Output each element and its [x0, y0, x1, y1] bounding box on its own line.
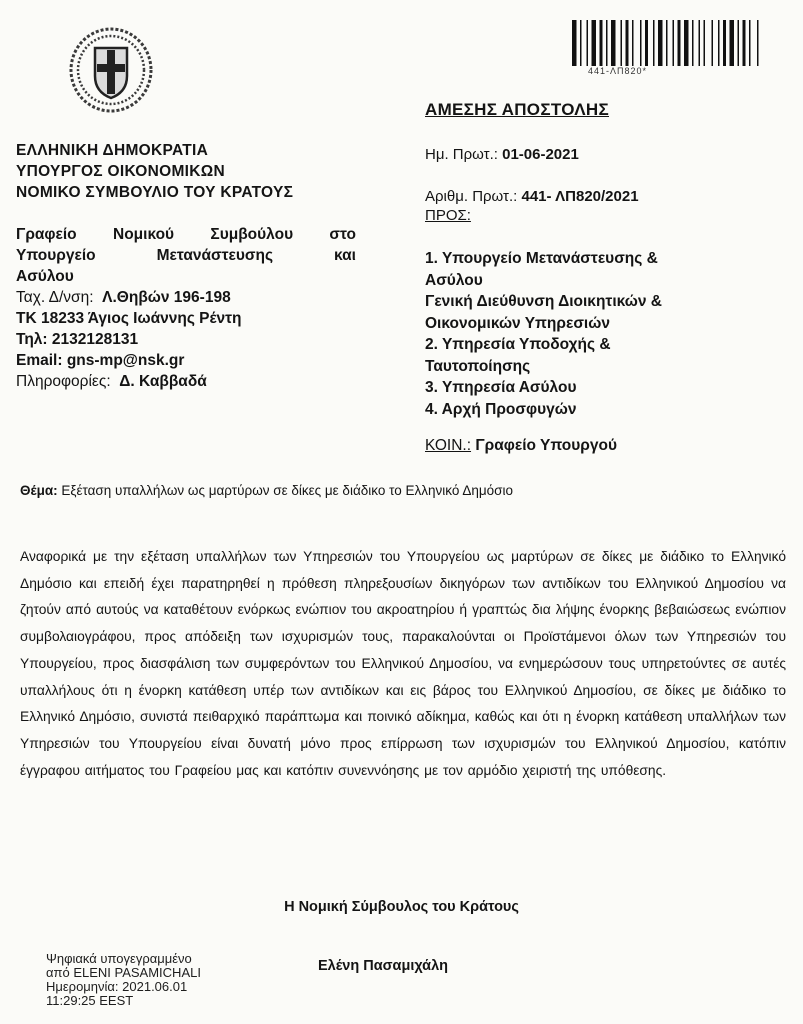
office-phone: Τηλ: 2132128131 — [16, 331, 139, 348]
protocol-number — [425, 188, 639, 205]
recipient-line: Ασύλου — [425, 271, 483, 289]
digital-signature-line: από ELENI PASAMICHALI — [46, 965, 201, 980]
cc-value: Γραφείο Υπουργού — [475, 437, 617, 454]
recipient-line: 2. Υπηρεσία Υποδοχής & — [425, 336, 611, 353]
digital-signature-line: Ημερομηνία: 2021.06.01 — [46, 979, 188, 994]
digital-signature-line: Ψηφιακά υπογεγραμμένο — [46, 951, 192, 966]
protocol-date-label: Ημ. Πρωτ.: — [425, 146, 498, 163]
digital-signature-stamp — [46, 952, 201, 1008]
cc-label: ΚΟΙΝ.: — [425, 437, 472, 454]
protocol-number-value: 441- ΛΠ820/2021 — [521, 188, 639, 205]
protocol-number-label: Αριθμ. Πρωτ.: — [425, 188, 518, 205]
recipient-line: 4. Αρχή Προσφυγών — [425, 400, 577, 418]
protocol-date — [425, 146, 579, 163]
digital-signature-line: 11:29:25 EEST — [46, 993, 134, 1008]
to-label: ΠΡΟΣ: — [425, 207, 471, 224]
signature-name: Ελένη Πασαμιχάλη — [318, 958, 449, 974]
org-line: ΕΛΛΗΝΙΚΗ ΔΗΜΟΚΡΑΤΙΑ — [16, 142, 209, 159]
urgent-dispatch-label: ΑΜΕΣΗΣ ΑΠΟΣΤΟΛΗΣ — [425, 100, 609, 119]
info-label: Πληροφορίες: — [16, 373, 111, 390]
organization-header — [16, 140, 293, 203]
address-label: Ταχ. Δ/νση: — [16, 289, 94, 306]
body-paragraph: Αναφορικά με την εξέταση υπαλλήλων των Υπηρεσιών του Υπουργείου ως μαρτύρων σε δίκες με διάδικο το Ελληνικό Δημόσιο και επειδή έχει παρατηρηθεί η πρόθεση πληρεξουσίων δικηγόρων των αντιδίκων του Ελληνικού Δημοσίου να ζητούν από αυτούς να καταθέτουν ενόρκως ενώπιον του ακροατηρίου ή γραπτώς δια λήψης ένορκης βεβαιώσεως ενώπιον συμβολαιογράφου, προς απόδειξη των ισχυρισμών τους, παρακαλούνται οι Προϊστάμενοι όλων των Υπηρεσιών του Υπουργείου, προς διασφάλιση των συμφερόντων του Ελληνικού Δημοσίου, να ενημερώσουν τους υπηρετούντες σε αυτές υπαλλήλους ότι η ένορκη κατάθεση υπέρ των αντιδίκων και εις βάρος του Ελληνικού Δημοσίου, σε δίκες με διάδικο το Ελληνικό Δημόσιο, συνιστά πειθαρχικό παράπτωμα και ποινικό αδίκημα, καθώς και ότι η ένορκη κατάθεση υπαλλήλων των Υπηρεσιών του Υπουργείου είναι δυνατή μόνο προς επίρρωση των ισχυρισμών του Ελληνικού Δημοσίου, κατόπιν έγγραφου αιτήματος του Γραφείου μας και κατόπιν συνεννόησης με τον αρμόδιο χειριστή της υπόθεσης. — [20, 549, 786, 778]
subject-label: Θέμα: — [20, 483, 58, 498]
office-postal: ΤΚ 18233 Άγιος Ιωάννης Ρέντη — [16, 310, 242, 327]
cc-line — [425, 437, 617, 455]
recipient-line: Οικονομικών Υπηρεσιών — [425, 314, 610, 332]
address-value: Λ.Θηβών 196-198 — [102, 289, 231, 306]
org-line: ΥΠΟΥΡΓΟΣ ΟΙΚΟΝΟΜΙΚΩΝ — [16, 163, 225, 180]
recipients-list — [425, 248, 745, 420]
barcode — [570, 18, 762, 70]
signature-title: Η Νομική Σύμβουλος του Κράτους — [284, 899, 519, 915]
office-email: Email: gns-mp@nsk.gr — [16, 352, 185, 369]
recipient-line: Γενική Διεύθυνση Διοικητικών & — [425, 293, 662, 310]
subject-value: Εξέταση υπαλλήλων ως μαρτύρων σε δίκες με διάδικο το Ελληνικό Δημόσιο — [61, 483, 514, 498]
office-title-line: Ασύλου — [16, 268, 74, 285]
office-info-contact — [16, 371, 356, 392]
info-value: Δ. Καββαδά — [119, 373, 207, 390]
barcode-number: 441-ΛΠ820* — [588, 66, 648, 76]
office-info — [16, 224, 356, 392]
recipient-line: 3. Υπηρεσία Ασύλου — [425, 379, 577, 396]
protocol-date-value: 01-06-2021 — [502, 146, 579, 163]
office-title-line: Υπουργείο Μετανάστευσης και — [16, 247, 356, 264]
recipient-line: Ταυτοποίησης — [425, 357, 531, 375]
office-address — [16, 287, 356, 308]
office-title-line: Γραφείο Νομικού Συμβούλου στο — [16, 226, 356, 243]
greek-coat-of-arms-emblem — [68, 26, 154, 114]
recipient-line: 1. Υπουργείο Μετανάστευσης & — [425, 250, 658, 267]
subject-line — [20, 483, 513, 498]
org-line: ΝΟΜΙΚΟ ΣΥΜΒΟΥΛΙΟ ΤΟΥ ΚΡΑΤΟΥΣ — [16, 184, 294, 201]
